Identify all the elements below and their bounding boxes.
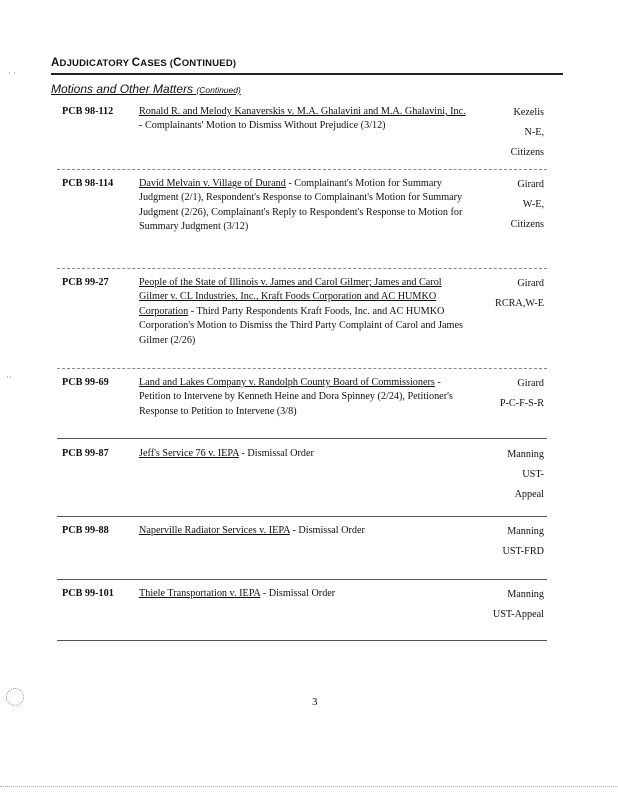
case-type: Citizens [510, 147, 544, 158]
case-title: Land and Lakes Company v. Randolph County Board of Commissioners [139, 377, 435, 388]
case-description [139, 177, 467, 235]
case-type: UST-Appeal [492, 609, 544, 620]
case-description [139, 447, 467, 461]
hearing-officer: Manning [507, 449, 544, 460]
section-title-part: ASES ( [140, 58, 174, 69]
entry-divider [57, 368, 547, 369]
case-type: N-E, [524, 127, 544, 138]
case-description [139, 587, 467, 601]
section-title-part: A [51, 57, 60, 69]
hearing-officer: Girard [517, 378, 544, 389]
section-title-part: C [131, 57, 141, 69]
case-action: - Dismissal Order [289, 525, 365, 536]
case-action: - Complainants' Motion to Dismiss Without Prejudice (3/12) [139, 120, 386, 132]
case-number: PCB 98-112 [62, 106, 114, 117]
case-type: RCRA,W-E [495, 298, 544, 309]
case-meta [495, 274, 544, 314]
case-title: Ronald R. and Melody Kanaverskis v. M.A. Ghalavini and M.A. Ghalavini, Inc. [139, 106, 466, 117]
case-meta [493, 585, 544, 625]
case-meta [502, 522, 544, 562]
hearing-officer: Girard [517, 179, 544, 190]
page-number: 3 [312, 696, 318, 708]
scan-artifact-mark: · · [8, 68, 17, 78]
case-number: PCB 99-101 [62, 588, 114, 599]
case-meta [511, 103, 544, 163]
section-title-part: ONTINUED) [181, 58, 237, 69]
case-number: PCB 98-114 [62, 178, 114, 189]
case-description [139, 524, 467, 538]
hearing-officer: Manning [507, 589, 544, 600]
case-action: - Dismissal Order [238, 448, 314, 459]
subsection-title-note: (Continued) [196, 85, 241, 95]
case-number: PCB 99-87 [62, 448, 109, 459]
case-type: Appeal [514, 489, 544, 500]
case-type: Citizens [510, 219, 544, 230]
section-title-part: C [173, 57, 182, 69]
case-meta [511, 175, 544, 235]
header-rule [51, 73, 563, 75]
case-meta [500, 374, 544, 414]
case-title: Naperville Radiator Services v. IEPA [139, 525, 290, 536]
entry-divider [57, 579, 547, 580]
case-title: Jeff's Service 76 v. IEPA [139, 448, 239, 459]
case-number: PCB 99-69 [62, 377, 109, 388]
hearing-officer: Kezelis [513, 107, 544, 118]
case-title: David Melvain v. Village of Durand [139, 178, 286, 189]
case-type: W-E, [522, 199, 544, 210]
section-title [51, 57, 236, 69]
case-type: P-C-F-S-R [499, 398, 544, 409]
case-action: - Petition to Intervene by Kenneth Heine and Dora Spinney (2/24), Petitioner's Response to Petition to Intervene (3/8) [139, 377, 453, 417]
case-title: People of the State of Illinois v. James and Carol Gilmer; James and Carol Gilmer v. CL Industries, Inc., Kraft Foods Corporation and AC HUMKO Corporation [139, 277, 442, 317]
case-number: PCB 99-27 [62, 277, 109, 288]
case-description [139, 105, 467, 134]
subsection-title [51, 82, 241, 96]
scan-artifact-mark [6, 688, 24, 706]
case-type: UST- [522, 469, 544, 480]
case-action: - Third Party Respondents Kraft Foods, Inc. and AC HUMKO Corporation's Motion to Dismiss the Third Party Complaint of Carol and James Gilmer (2/26) [139, 305, 463, 346]
case-action: - Complainant's Motion for Summary Judgment (2/1), Respondent's Response to Complainant's Motion for Summary Judgment (2/26), Complainant's Reply to Respondent's Response to Motion for Summary Judgment (3/12) [139, 178, 463, 233]
entry-divider [57, 640, 547, 641]
scan-artifact-mark: ·· [6, 372, 12, 382]
case-action: - Dismissal Order [260, 588, 336, 599]
scan-artifact-line [0, 786, 618, 787]
hearing-officer: Manning [507, 526, 544, 537]
case-description [139, 376, 467, 419]
case-meta [507, 445, 544, 505]
subsection-title-text: Motions and Other Matters [51, 82, 194, 96]
entry-divider [57, 516, 547, 517]
case-title: Thiele Transportation v. IEPA [139, 588, 261, 599]
case-type: UST-FRD [502, 546, 544, 557]
entry-divider [57, 169, 547, 170]
case-description [139, 276, 467, 348]
case-number: PCB 99-88 [62, 525, 109, 536]
section-title-part: DJUDICATORY [59, 58, 132, 69]
hearing-officer: Girard [517, 278, 544, 289]
entry-divider [57, 438, 547, 439]
entry-divider [57, 268, 547, 269]
